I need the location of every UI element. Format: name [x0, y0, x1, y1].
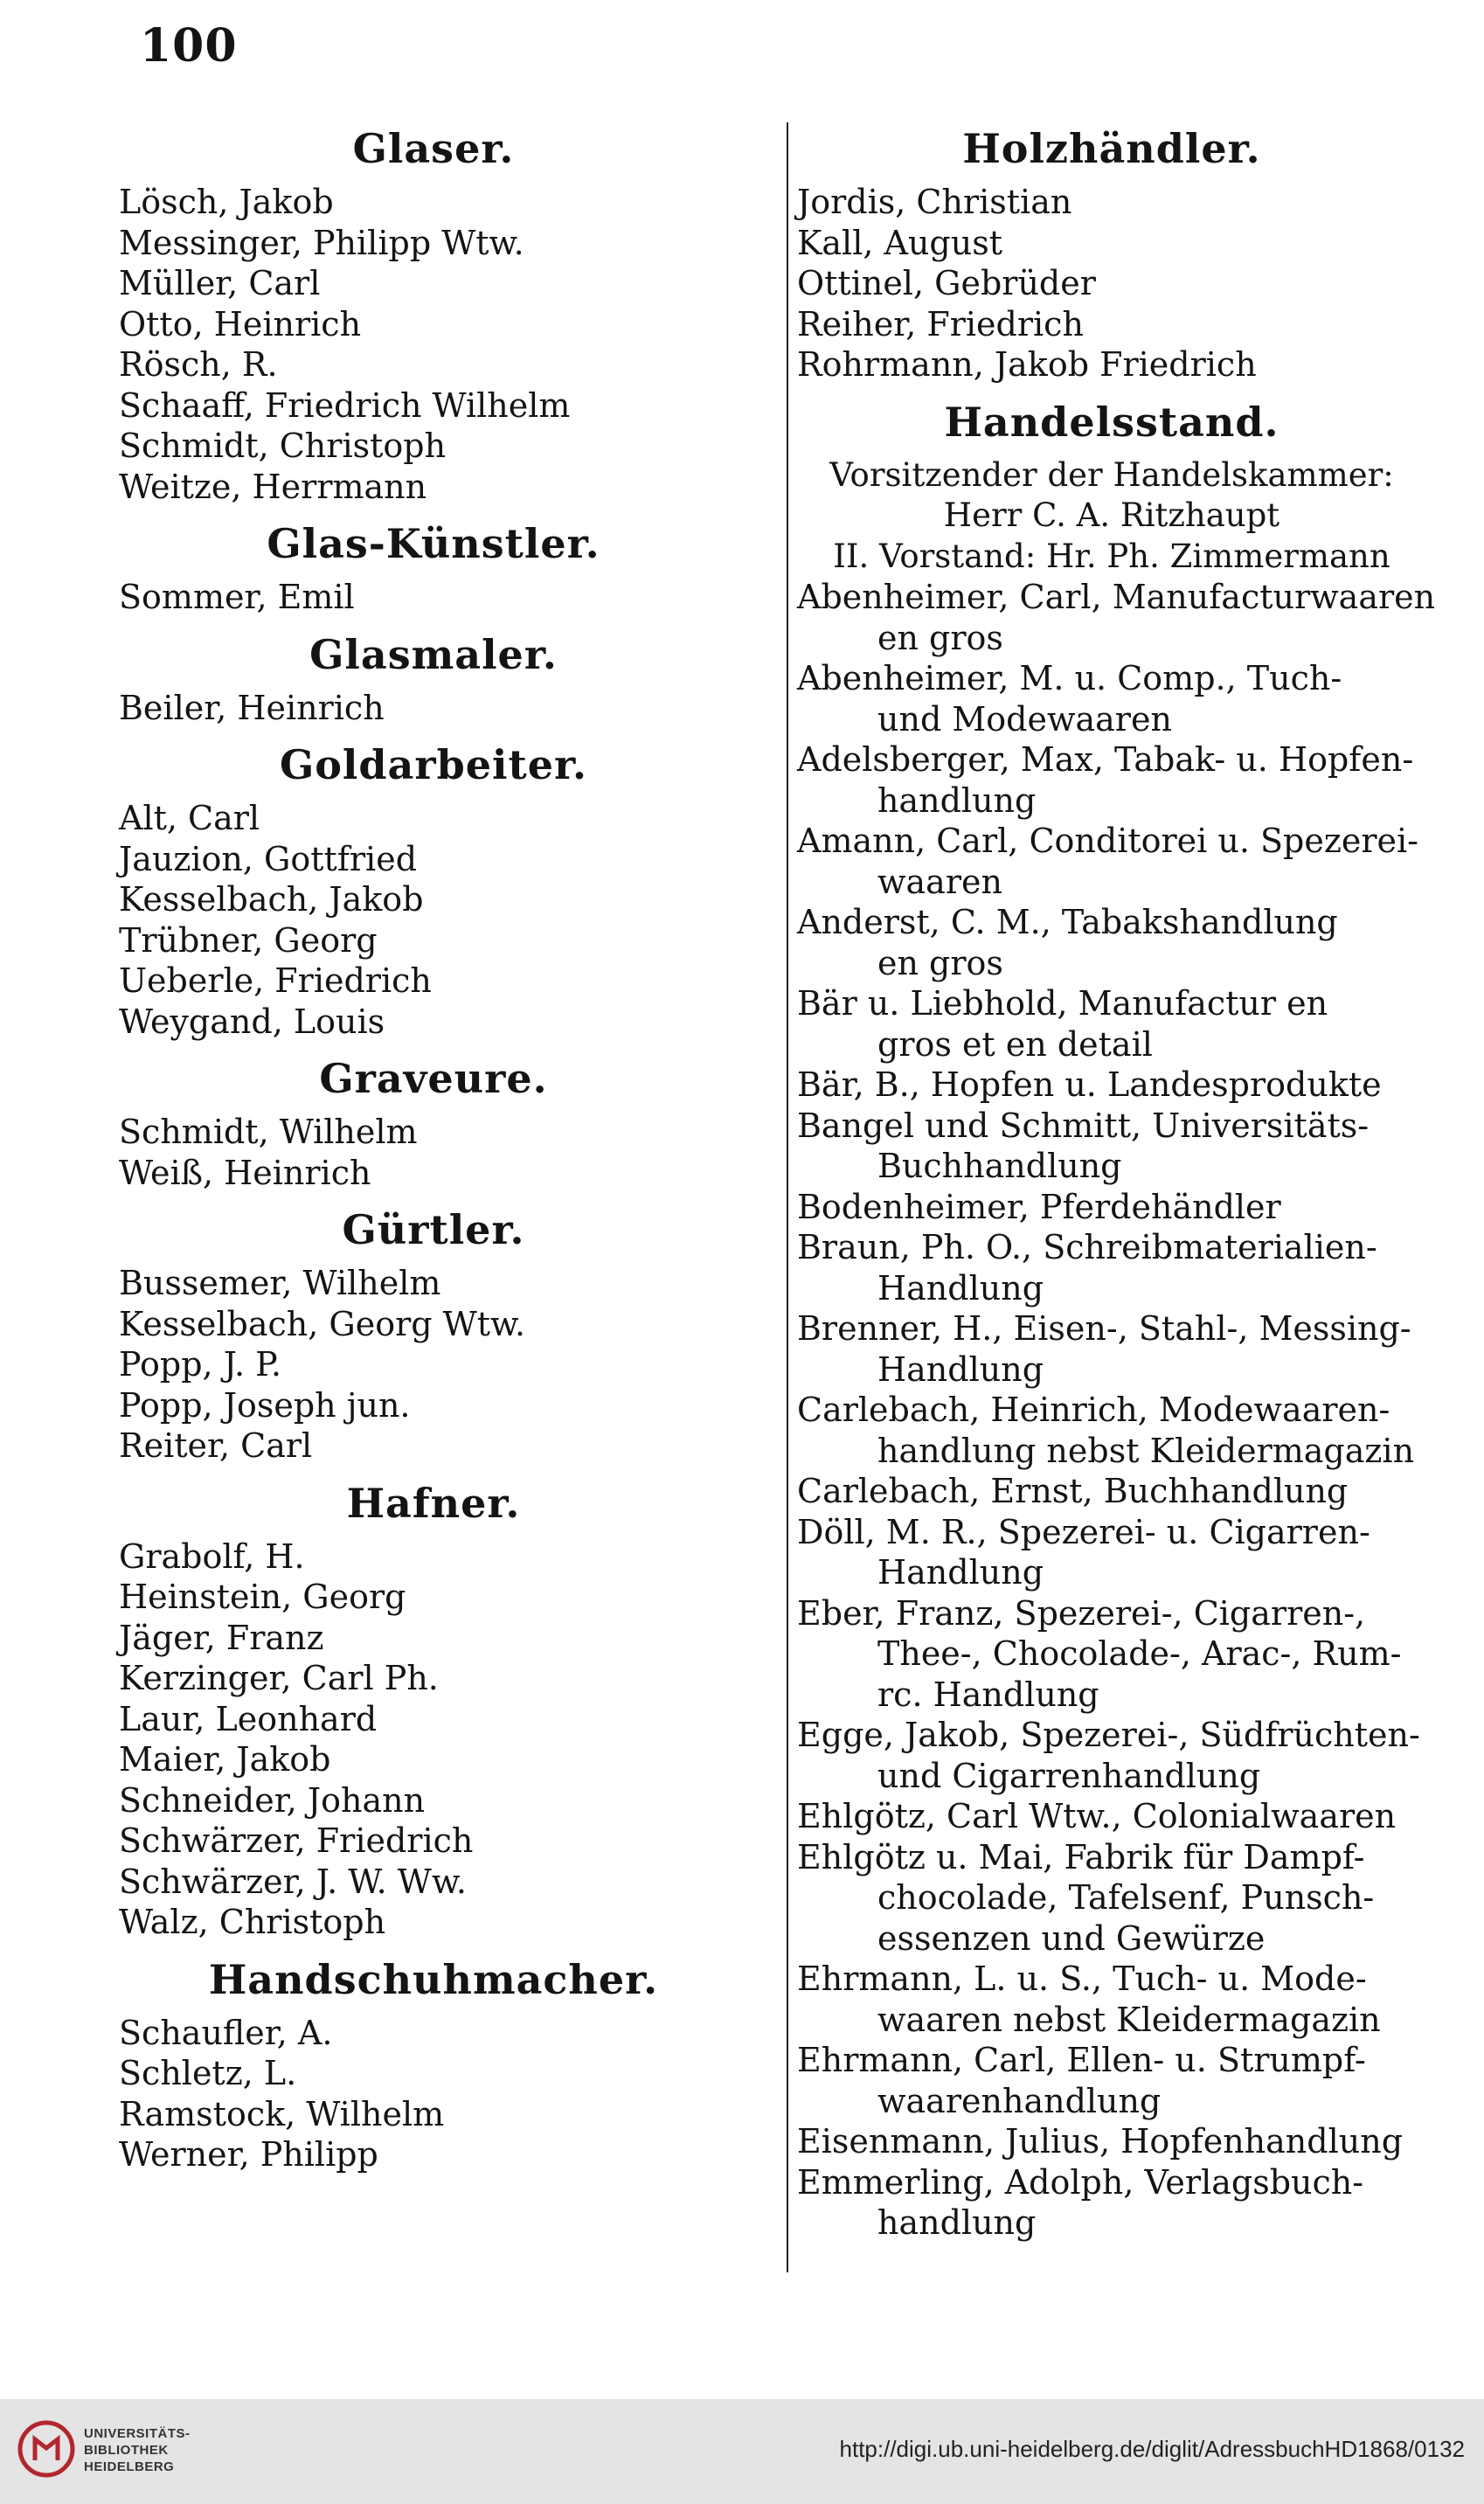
directory-entry: Brenner, H., Eisen-, Stahl-, Messing-: [797, 1309, 1411, 1348]
directory-entry: Ehlgötz u. Mai, Fabrik für Dampf-: [797, 1837, 1365, 1876]
directory-entry: Rohrmann, Jakob Friedrich: [797, 345, 1257, 384]
directory-entry: Schneider, Johann: [119, 1780, 426, 1820]
directory-entry-continuation: waarenhandlung: [877, 2081, 1162, 2120]
directory-entry: Kerzinger, Carl Ph.: [119, 1659, 439, 1697]
directory-entry: Reiher, Friedrich: [797, 304, 1084, 343]
directory-entry: Ramstock, Wilhelm: [119, 2094, 445, 2133]
directory-entry-continuation: handlung: [877, 780, 1037, 820]
directory-entry: Emmerling, Adolph, Verlagsbuch-: [797, 2162, 1364, 2202]
directory-entry: Ehlgötz, Carl Wtw., Colonialwaaren: [797, 1797, 1397, 1835]
directory-entry: Trübner, Georg: [119, 920, 378, 960]
directory-entry: Bär, B., Hopfen u. Landesprodukte: [797, 1065, 1382, 1104]
directory-entry: Ehrmann, L. u. S., Tuch- u. Mode-: [797, 1960, 1367, 1998]
directory-entry: Popp, J. P.: [119, 1345, 282, 1384]
directory-entry: Bär u. Liebhold, Manufactur en: [797, 984, 1328, 1023]
directory-entry: Weitze, Herrmann: [119, 467, 427, 506]
section-heading: Graveure.: [319, 1055, 548, 1102]
directory-entry-continuation: und Modewaaren: [877, 699, 1172, 739]
section-intro-line: Vorsitzender der Handelskammer:: [829, 455, 1394, 494]
directory-entry-continuation: Buchhandlung: [877, 1147, 1122, 1185]
directory-entry: Beiler, Heinrich: [119, 688, 385, 727]
section-heading: Gürtler.: [342, 1206, 525, 1253]
directory-entry: Schwärzer, Friedrich: [119, 1821, 474, 1860]
directory-entry: Döll, M. R., Spezerei- u. Cigarren-: [797, 1512, 1370, 1551]
library-logo-icon: [16, 2418, 77, 2480]
directory-entry: Maier, Jakob: [119, 1740, 331, 1779]
section-heading: Glaser.: [352, 125, 515, 172]
directory-entry: Schwärzer, J. W. Ww.: [119, 1862, 467, 1901]
section-intro-line: II. Vorstand: Hr. Ph. Zimmermann: [833, 537, 1390, 575]
directory-entry: Weiß, Heinrich: [119, 1153, 371, 1192]
directory-entry: Weygand, Louis: [119, 1002, 385, 1041]
directory-entry: Schmidt, Christoph: [119, 427, 447, 465]
directory-entry-continuation: Handlung: [877, 1553, 1044, 1592]
directory-entry: Bangel und Schmitt, Universitäts-: [797, 1106, 1370, 1145]
left-column: [119, 112, 748, 2175]
directory-entry-continuation: en gros: [877, 943, 1003, 982]
directory-entry: Carlebach, Ernst, Buchhandlung: [797, 1472, 1349, 1510]
directory-entry-continuation: chocolade, Tafelsenf, Punsch-: [877, 1878, 1375, 1917]
directory-entry-continuation: Thee-, Chocolade-, Arac-, Rum-: [877, 1634, 1402, 1673]
column-divider: [787, 122, 788, 2272]
directory-entry: Carlebach, Heinrich, Modewaaren-: [797, 1391, 1390, 1429]
right-column: [797, 112, 1436, 2244]
directory-entry: Eisenmann, Julius, Hopfenhandlung: [797, 2122, 1404, 2161]
directory-entry-continuation: waaren nebst Kleidermagazin: [877, 2000, 1381, 2039]
directory-entry-continuation: und Cigarrenhandlung: [877, 1756, 1261, 1795]
directory-entry: Walz, Christoph: [119, 1903, 386, 1941]
directory-entry-continuation: handlung: [877, 2203, 1037, 2242]
directory-entry: Adelsberger, Max, Tabak- u. Hopfen-: [797, 740, 1414, 779]
directory-entry-continuation: Handlung: [877, 1349, 1044, 1389]
directory-entry: Popp, Joseph jun.: [119, 1385, 411, 1425]
logo-line: UNIVERSITÄTS-: [84, 2426, 191, 2441]
logo-line: HEIDELBERG: [84, 2459, 175, 2474]
directory-entry-continuation: handlung nebst Kleidermagazin: [877, 1431, 1415, 1470]
directory-entry: Abenheimer, M. u. Comp., Tuch-: [797, 659, 1342, 697]
directory-entry: Schaaff, Friedrich Wilhelm: [119, 385, 571, 425]
directory-entry: Messinger, Philipp Wtw.: [119, 223, 524, 262]
directory-entry: Alt, Carl: [119, 799, 260, 837]
directory-entry: Ottinel, Gebrüder: [797, 264, 1096, 302]
section-heading: Goldarbeiter.: [279, 741, 588, 788]
footer-bar: [0, 2399, 1484, 2504]
logo-line: BIBLIOTHEK: [84, 2443, 169, 2458]
directory-entry: Lösch, Jakob: [119, 183, 334, 221]
directory-entry-continuation: en gros: [877, 618, 1003, 657]
section-heading: Glas-Künstler.: [267, 520, 600, 567]
directory-entry: Egge, Jakob, Spezerei-, Südfrüchten-: [797, 1716, 1420, 1754]
directory-entry: Jordis, Christian: [797, 183, 1072, 221]
directory-entry: Anderst, C. M., Tabakshandlung: [797, 903, 1338, 941]
library-logo-text: [84, 2425, 191, 2475]
directory-entry: Otto, Heinrich: [119, 304, 362, 343]
directory-entry: Schmidt, Wilhelm: [119, 1113, 418, 1151]
directory-entry: Müller, Carl: [119, 264, 321, 302]
directory-entry: Werner, Philipp: [119, 2135, 378, 2174]
section-heading: Hafner.: [346, 1479, 521, 1527]
directory-entry: Schaufler, A.: [119, 2013, 333, 2052]
directory-entry: Abenheimer, Carl, Manufacturwaaren: [797, 578, 1436, 616]
directory-entry: Ehrmann, Carl, Ellen- u. Strumpf-: [797, 2041, 1366, 2079]
directory-entry: Rösch, R.: [119, 345, 278, 384]
directory-entry-continuation: essenzen und Gewürze: [877, 1918, 1266, 1958]
directory-entry: Bodenheimer, Pferdehändler: [797, 1187, 1281, 1226]
section-intro-line: Herr C. A. Ritzhaupt: [943, 496, 1280, 534]
directory-entry: Grabolf, H.: [119, 1536, 305, 1576]
directory-entry: Schletz, L.: [119, 2054, 297, 2092]
directory-entry: Sommer, Emil: [119, 578, 355, 616]
page-number: 100: [140, 19, 238, 73]
directory-entry: Amann, Carl, Conditorei u. Spezerei-: [797, 822, 1419, 860]
directory-entry: Eber, Franz, Spezerei-, Cigarren-,: [797, 1593, 1366, 1633]
section-heading: Handelsstand.: [944, 398, 1279, 446]
directory-entry-continuation: waaren: [877, 862, 1002, 901]
directory-entry-continuation: Handlung: [877, 1268, 1044, 1307]
section-heading: Handschuhmacher.: [208, 1955, 659, 2003]
directory-entry: Heinstein, Georg: [119, 1578, 406, 1616]
directory-entry: Jäger, Franz: [119, 1618, 324, 1657]
directory-entry: Ueberle, Friedrich: [119, 961, 432, 1000]
directory-entry: Kall, August: [797, 223, 1002, 262]
directory-entry: Braun, Ph. O., Schreibmaterialien-: [797, 1228, 1377, 1266]
source-url[interactable]: http://digi.ub.uni-heidelberg.de/diglit/AdressbuchHD1868/0132: [839, 2436, 1465, 2462]
directory-entry: Laur, Leonhard: [119, 1699, 378, 1738]
directory-entry: Kesselbach, Georg Wtw.: [119, 1304, 526, 1343]
directory-entry: Bussemer, Wilhelm: [119, 1264, 441, 1302]
directory-entry-continuation: rc. Handlung: [877, 1675, 1099, 1714]
section-heading: Glasmaler.: [309, 630, 558, 678]
directory-entry: Jauzion, Gottfried: [119, 839, 418, 878]
directory-entry-continuation: gros et en detail: [877, 1024, 1153, 1064]
directory-entry: Kesselbach, Jakob: [119, 880, 424, 919]
section-heading: Holzhändler.: [962, 125, 1261, 172]
directory-entry: Reiter, Carl: [119, 1426, 313, 1465]
